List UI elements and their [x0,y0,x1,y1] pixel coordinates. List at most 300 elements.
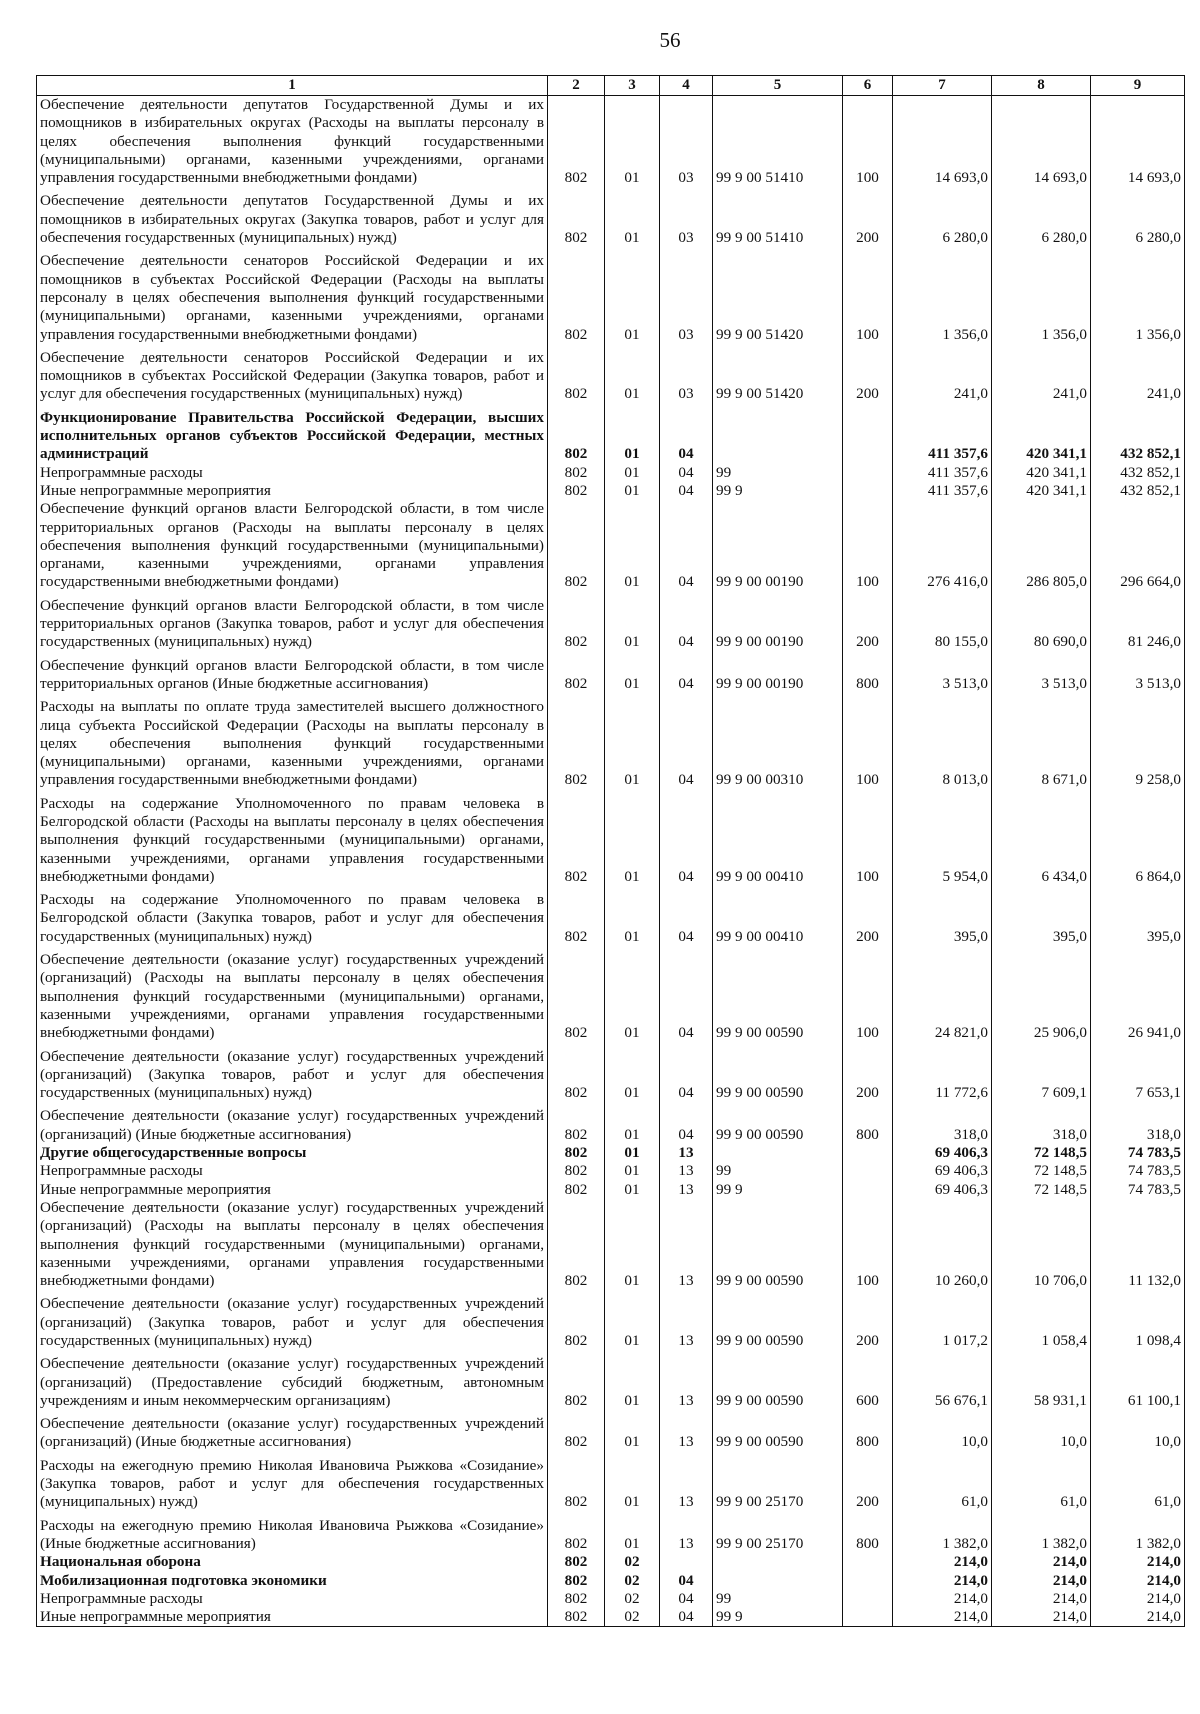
subsection-code: 13 [660,1517,713,1554]
amount-year-2: 1 382,0 [992,1517,1091,1554]
amount-year-2: 1 356,0 [992,252,1091,348]
target-article-code: 99 9 00 51410 [713,192,843,252]
expense-name: Обеспечение деятельности депутатов Государственной Думы и их помощников в избирательных округах (Закупка товаров, работ и услуг для обеспечения государственных (муниципальных) нужд) [37,192,548,252]
header-col-6: 6 [843,76,893,96]
amount-year-3: 74 783,5 [1091,1181,1185,1199]
amount-year-1: 14 693,0 [893,96,992,193]
expense-type-code: 100 [843,951,893,1047]
subsection-code: 03 [660,252,713,348]
subsection-code: 04 [660,891,713,951]
table-row [37,192,1185,252]
section-code: 01 [605,409,660,464]
expense-type-code: 600 [843,1355,893,1415]
section-code: 01 [605,1181,660,1199]
subsection-code: 13 [660,1162,713,1180]
amount-year-3: 26 941,0 [1091,951,1185,1047]
amount-year-1: 11 772,6 [893,1048,992,1108]
amount-year-1: 1 356,0 [893,252,992,348]
section-code: 01 [605,951,660,1047]
amount-year-3: 241,0 [1091,349,1185,409]
section-code: 01 [605,1517,660,1554]
amount-year-3: 14 693,0 [1091,96,1185,193]
expense-type-code: 100 [843,96,893,193]
expense-name: Непрограммные расходы [37,464,548,482]
amount-year-2: 72 148,5 [992,1181,1091,1199]
expense-name: Обеспечение деятельности депутатов Государственной Думы и их помощников в избирательных округах (Расходы на выплаты персоналу в целях обеспечения выполнения функций государственными (муниципальными) органами, казенными учреждениями, органами управления государственными внебюджетными фондами) [37,96,548,193]
ministry-code: 802 [548,1144,605,1162]
section-code: 02 [605,1590,660,1608]
subsection-code: 04 [660,482,713,500]
amount-year-3: 296 664,0 [1091,500,1185,596]
table-row [37,657,1185,699]
section-code: 02 [605,1572,660,1590]
table-row [37,1355,1185,1415]
amount-year-3: 432 852,1 [1091,409,1185,464]
expense-name: Обеспечение функций органов власти Белгородской области, в том числе территориальных органов (Закупка товаров, работ и услуг для обеспечения государственных (муниципальных) нужд) [37,597,548,657]
expense-name: Непрограммные расходы [37,1590,548,1608]
section-code: 02 [605,1553,660,1571]
amount-year-1: 6 280,0 [893,192,992,252]
ministry-code: 802 [548,698,605,794]
expense-type-code [843,1590,893,1608]
expense-name: Мобилизационная подготовка экономики [37,1572,548,1590]
amount-year-2: 72 148,5 [992,1144,1091,1162]
section-code: 01 [605,1415,660,1457]
section-code: 01 [605,500,660,596]
ministry-code: 802 [548,409,605,464]
expense-name: Обеспечение деятельности сенаторов Российской Федерации и их помощников в субъектах Российской Федерации (Расходы на выплаты персоналу в целях обеспечения выполнения функций государственными (муниципальными) органами, казенными учреждениями, органами управления государственными внебюджетными фондами) [37,252,548,348]
target-article-code: 99 [713,1162,843,1180]
amount-year-2: 8 671,0 [992,698,1091,794]
ministry-code: 802 [548,1590,605,1608]
amount-year-2: 10 706,0 [992,1199,1091,1295]
amount-year-1: 411 357,6 [893,409,992,464]
expense-type-code: 200 [843,597,893,657]
expense-type-code [843,1162,893,1180]
amount-year-3: 7 653,1 [1091,1048,1185,1108]
expense-type-code [843,1572,893,1590]
amount-year-2: 14 693,0 [992,96,1091,193]
target-article-code: 99 [713,1590,843,1608]
ministry-code: 802 [548,891,605,951]
amount-year-3: 432 852,1 [1091,464,1185,482]
expense-type-code: 800 [843,1107,893,1144]
expense-name: Иные непрограммные мероприятия [37,1181,548,1199]
target-article-code: 99 9 00 00590 [713,1295,843,1355]
subsection-code: 13 [660,1415,713,1457]
subsection-code: 13 [660,1457,713,1517]
header-row [37,76,1185,96]
amount-year-1: 276 416,0 [893,500,992,596]
amount-year-1: 214,0 [893,1608,992,1627]
target-article-code: 99 9 00 51420 [713,252,843,348]
target-article-code [713,409,843,464]
amount-year-1: 56 676,1 [893,1355,992,1415]
section-code: 01 [605,1355,660,1415]
header-col-3: 3 [605,76,660,96]
section-code: 01 [605,1144,660,1162]
amount-year-2: 6 434,0 [992,795,1091,891]
amount-year-2: 3 513,0 [992,657,1091,699]
table-row [37,1162,1185,1180]
amount-year-3: 1 356,0 [1091,252,1185,348]
section-code: 01 [605,657,660,699]
target-article-code: 99 9 00 00310 [713,698,843,794]
amount-year-2: 72 148,5 [992,1162,1091,1180]
subsection-code: 03 [660,192,713,252]
expense-name: Расходы на выплаты по оплате труда заместителей высшего должностного лица субъекта Российской Федерации (Расходы на выплаты персоналу в целях обеспечения выполнения функций государственными (муниципальными) органами, казенными учреждениями, органами управления государственными внебюджетными фондами) [37,698,548,794]
subsection-code: 04 [660,464,713,482]
table-row [37,795,1185,891]
table-row [37,464,1185,482]
subsection-code: 04 [660,951,713,1047]
expense-name: Обеспечение деятельности (оказание услуг) государственных учреждений (организаций) (Предоставление субсидий бюджетным, автономным учреждениям и иным некоммерческим организациям) [37,1355,548,1415]
target-article-code: 99 9 00 00590 [713,1415,843,1457]
amount-year-2: 395,0 [992,891,1091,951]
expense-type-code: 800 [843,1415,893,1457]
ministry-code: 802 [548,1517,605,1554]
subsection-code: 04 [660,698,713,794]
target-article-code: 99 9 [713,1181,843,1199]
expense-name: Функционирование Правительства Российской Федерации, высших исполнительных органов субъектов Российской Федерации, местных администраций [37,409,548,464]
expense-type-code: 100 [843,252,893,348]
section-code: 01 [605,795,660,891]
amount-year-2: 10,0 [992,1415,1091,1457]
amount-year-2: 214,0 [992,1590,1091,1608]
amount-year-2: 80 690,0 [992,597,1091,657]
subsection-code: 04 [660,657,713,699]
expense-name: Расходы на содержание Уполномоченного по правам человека в Белгородской области (Расходы на выплаты персоналу в целях обеспечения выполнения функций государственными (муниципальными) органами, казенными учреждениями, органами управления государственными внебюджетными фондами) [37,795,548,891]
table-row [37,1457,1185,1517]
expense-type-code: 200 [843,891,893,951]
amount-year-3: 214,0 [1091,1553,1185,1571]
header-col-5: 5 [713,76,843,96]
expense-name: Обеспечение функций органов власти Белгородской области, в том числе территориальных органов (Расходы на выплаты персоналу в целях обеспечения выполнения функций государственными (муниципальными) органами, казенными учреждениями, органами управления государственными внебюджетными фондами) [37,500,548,596]
ministry-code: 802 [548,96,605,193]
subsection-code: 13 [660,1144,713,1162]
section-code: 01 [605,252,660,348]
target-article-code: 99 9 00 00190 [713,500,843,596]
expense-name: Обеспечение деятельности (оказание услуг) государственных учреждений (организаций) (Закупка товаров, работ и услуг для обеспечения государственных (муниципальных) нужд) [37,1295,548,1355]
amount-year-1: 3 513,0 [893,657,992,699]
expense-type-code [843,1144,893,1162]
subsection-code: 13 [660,1295,713,1355]
expense-name: Обеспечение деятельности сенаторов Российской Федерации и их помощников в субъектах Российской Федерации (Закупка товаров, работ и услуг для обеспечения государственных (муниципальных) нужд) [37,349,548,409]
header-col-7: 7 [893,76,992,96]
table-row [37,1553,1185,1571]
table-row [37,597,1185,657]
amount-year-3: 214,0 [1091,1590,1185,1608]
expense-type-code: 100 [843,698,893,794]
table-body [37,96,1185,1627]
target-article-code: 99 9 00 00410 [713,891,843,951]
target-article-code: 99 9 00 25170 [713,1517,843,1554]
table-row [37,500,1185,596]
ministry-code: 802 [548,1107,605,1144]
amount-year-3: 214,0 [1091,1608,1185,1627]
amount-year-2: 318,0 [992,1107,1091,1144]
expense-name: Иные непрограммные мероприятия [37,1608,548,1627]
table-row [37,482,1185,500]
expense-type-code: 100 [843,795,893,891]
table-row [37,1181,1185,1199]
amount-year-1: 214,0 [893,1553,992,1571]
target-article-code: 99 9 00 00410 [713,795,843,891]
ministry-code: 802 [548,1553,605,1571]
expense-type-code: 200 [843,1457,893,1517]
amount-year-1: 69 406,3 [893,1181,992,1199]
table-row [37,698,1185,794]
target-article-code: 99 9 [713,482,843,500]
amount-year-3: 61 100,1 [1091,1355,1185,1415]
amount-year-1: 395,0 [893,891,992,951]
expense-type-code: 100 [843,500,893,596]
amount-year-3: 3 513,0 [1091,657,1185,699]
table-row [37,1415,1185,1457]
amount-year-3: 318,0 [1091,1107,1185,1144]
expense-type-code: 200 [843,192,893,252]
section-code: 01 [605,1457,660,1517]
section-code: 01 [605,1162,660,1180]
section-code: 01 [605,349,660,409]
amount-year-3: 395,0 [1091,891,1185,951]
expense-type-code [843,1608,893,1627]
table-row [37,1608,1185,1627]
expense-type-code: 800 [843,1517,893,1554]
ministry-code: 802 [548,1181,605,1199]
amount-year-1: 69 406,3 [893,1144,992,1162]
subsection-code: 04 [660,1572,713,1590]
section-code: 01 [605,891,660,951]
table-row [37,1107,1185,1144]
expense-name: Другие общегосударственные вопросы [37,1144,548,1162]
ministry-code: 802 [548,1048,605,1108]
table-row [37,1144,1185,1162]
table-row [37,252,1185,348]
target-article-code [713,1144,843,1162]
amount-year-3: 1 382,0 [1091,1517,1185,1554]
ministry-code: 802 [548,1295,605,1355]
amount-year-1: 1 382,0 [893,1517,992,1554]
expense-type-code [843,1553,893,1571]
subsection-code: 13 [660,1355,713,1415]
target-article-code: 99 9 00 00590 [713,1355,843,1415]
table-row [37,1590,1185,1608]
ministry-code: 802 [548,1572,605,1590]
budget-table [36,75,1185,1627]
section-code: 01 [605,1048,660,1108]
expense-type-code: 200 [843,349,893,409]
ministry-code: 802 [548,349,605,409]
expense-name: Расходы на ежегодную премию Николая Ивановича Рыжкова «Созидание» (Иные бюджетные ассигнования) [37,1517,548,1554]
amount-year-1: 61,0 [893,1457,992,1517]
subsection-code: 04 [660,500,713,596]
expense-name: Иные непрограммные мероприятия [37,482,548,500]
subsection-code: 04 [660,409,713,464]
amount-year-3: 9 258,0 [1091,698,1185,794]
target-article-code [713,1572,843,1590]
amount-year-1: 411 357,6 [893,464,992,482]
table-row [37,349,1185,409]
amount-year-1: 10 260,0 [893,1199,992,1295]
subsection-code: 04 [660,795,713,891]
page-number: 56 [659,28,681,52]
amount-year-3: 74 783,5 [1091,1162,1185,1180]
section-code: 01 [605,1295,660,1355]
table-row [37,1572,1185,1590]
amount-year-3: 6 280,0 [1091,192,1185,252]
target-article-code: 99 9 00 51420 [713,349,843,409]
amount-year-2: 214,0 [992,1608,1091,1627]
amount-year-3: 10,0 [1091,1415,1185,1457]
ministry-code: 802 [548,1162,605,1180]
expense-name: Обеспечение деятельности (оказание услуг) государственных учреждений (организаций) (Расходы на выплаты персоналу в целях обеспечения выполнения функций государственными (муниципальными) органами, казенными учреждениями, органами управления государственными внебюджетными фондами) [37,951,548,1047]
section-code: 01 [605,1199,660,1295]
expense-type-code: 800 [843,657,893,699]
expense-type-code: 100 [843,1199,893,1295]
expense-name: Обеспечение деятельности (оказание услуг) государственных учреждений (организаций) (Иные бюджетные ассигнования) [37,1415,548,1457]
subsection-code: 13 [660,1199,713,1295]
expense-type-code: 200 [843,1048,893,1108]
ministry-code: 802 [548,1457,605,1517]
ministry-code: 802 [548,597,605,657]
subsection-code: 04 [660,1107,713,1144]
target-article-code: 99 9 00 51410 [713,96,843,193]
amount-year-1: 214,0 [893,1572,992,1590]
section-code: 01 [605,192,660,252]
amount-year-3: 214,0 [1091,1572,1185,1590]
amount-year-2: 420 341,1 [992,482,1091,500]
subsection-code [660,1553,713,1571]
ministry-code: 802 [548,1355,605,1415]
target-article-code: 99 9 00 00590 [713,1107,843,1144]
target-article-code: 99 9 [713,1608,843,1627]
amount-year-2: 7 609,1 [992,1048,1091,1108]
target-article-code [713,1553,843,1571]
header-col-2: 2 [548,76,605,96]
expense-name: Обеспечение деятельности (оказание услуг) государственных учреждений (организаций) (Расходы на выплаты персоналу в целях обеспечения выполнения функций государственными (муниципальными) органами, казенными учреждениями, органами управления государственными внебюджетными фондами) [37,1199,548,1295]
expense-name: Обеспечение деятельности (оказание услуг) государственных учреждений (организаций) (Закупка товаров, работ и услуг для обеспечения государственных (муниципальных) нужд) [37,1048,548,1108]
ministry-code: 802 [548,795,605,891]
subsection-code: 04 [660,597,713,657]
amount-year-3: 61,0 [1091,1457,1185,1517]
amount-year-3: 74 783,5 [1091,1144,1185,1162]
ministry-code: 802 [548,951,605,1047]
amount-year-1: 241,0 [893,349,992,409]
table-row [37,1048,1185,1108]
expense-type-code [843,1181,893,1199]
subsection-code: 04 [660,1048,713,1108]
expense-type-code: 200 [843,1295,893,1355]
subsection-code: 03 [660,349,713,409]
amount-year-3: 432 852,1 [1091,482,1185,500]
budget-table-container [36,75,1184,1627]
target-article-code: 99 9 00 00590 [713,1199,843,1295]
section-code: 01 [605,698,660,794]
table-row [37,1295,1185,1355]
expense-type-code [843,409,893,464]
table-row [37,96,1185,193]
table-row [37,409,1185,464]
amount-year-2: 6 280,0 [992,192,1091,252]
expense-name: Национальная оборона [37,1553,548,1571]
amount-year-1: 214,0 [893,1590,992,1608]
subsection-code: 13 [660,1181,713,1199]
ministry-code: 802 [548,500,605,596]
ministry-code: 802 [548,482,605,500]
amount-year-3: 11 132,0 [1091,1199,1185,1295]
table-row [37,1517,1185,1554]
ministry-code: 802 [548,657,605,699]
header-col-4: 4 [660,76,713,96]
amount-year-1: 69 406,3 [893,1162,992,1180]
amount-year-3: 81 246,0 [1091,597,1185,657]
amount-year-2: 420 341,1 [992,409,1091,464]
amount-year-1: 318,0 [893,1107,992,1144]
amount-year-2: 420 341,1 [992,464,1091,482]
amount-year-2: 58 931,1 [992,1355,1091,1415]
amount-year-3: 1 098,4 [1091,1295,1185,1355]
expense-type-code [843,482,893,500]
table-row [37,1199,1185,1295]
amount-year-1: 8 013,0 [893,698,992,794]
amount-year-2: 214,0 [992,1553,1091,1571]
expense-name: Расходы на ежегодную премию Николая Ивановича Рыжкова «Созидание» (Закупка товаров, работ и услуг для обеспечения государственных (муниципальных) нужд) [37,1457,548,1517]
target-article-code: 99 9 00 00190 [713,597,843,657]
amount-year-2: 241,0 [992,349,1091,409]
expense-name: Обеспечение функций органов власти Белгородской области, в том числе территориальных органов (Иные бюджетные ассигнования) [37,657,548,699]
amount-year-2: 1 058,4 [992,1295,1091,1355]
header-col-8: 8 [992,76,1091,96]
expense-name: Расходы на содержание Уполномоченного по правам человека в Белгородской области (Закупка товаров, работ и услуг для обеспечения государственных (муниципальных) нужд) [37,891,548,951]
header-col-9: 9 [1091,76,1185,96]
expense-name: Непрограммные расходы [37,1162,548,1180]
section-code: 01 [605,464,660,482]
expense-type-code [843,464,893,482]
amount-year-1: 24 821,0 [893,951,992,1047]
ministry-code: 802 [548,1608,605,1627]
amount-year-2: 286 805,0 [992,500,1091,596]
amount-year-1: 5 954,0 [893,795,992,891]
ministry-code: 802 [548,192,605,252]
amount-year-1: 1 017,2 [893,1295,992,1355]
section-code: 02 [605,1608,660,1627]
amount-year-1: 80 155,0 [893,597,992,657]
amount-year-2: 61,0 [992,1457,1091,1517]
target-article-code: 99 9 00 00190 [713,657,843,699]
ministry-code: 802 [548,464,605,482]
amount-year-1: 10,0 [893,1415,992,1457]
ministry-code: 802 [548,1415,605,1457]
section-code: 01 [605,482,660,500]
amount-year-3: 6 864,0 [1091,795,1185,891]
amount-year-2: 214,0 [992,1572,1091,1590]
subsection-code: 04 [660,1590,713,1608]
target-article-code: 99 9 00 00590 [713,1048,843,1108]
target-article-code: 99 [713,464,843,482]
section-code: 01 [605,1107,660,1144]
subsection-code: 03 [660,96,713,193]
ministry-code: 802 [548,252,605,348]
ministry-code: 802 [548,1199,605,1295]
expense-name: Обеспечение деятельности (оказание услуг) государственных учреждений (организаций) (Иные бюджетные ассигнования) [37,1107,548,1144]
amount-year-2: 25 906,0 [992,951,1091,1047]
target-article-code: 99 9 00 00590 [713,951,843,1047]
section-code: 01 [605,597,660,657]
amount-year-1: 411 357,6 [893,482,992,500]
table-row [37,891,1185,951]
header-col-1: 1 [37,76,548,96]
